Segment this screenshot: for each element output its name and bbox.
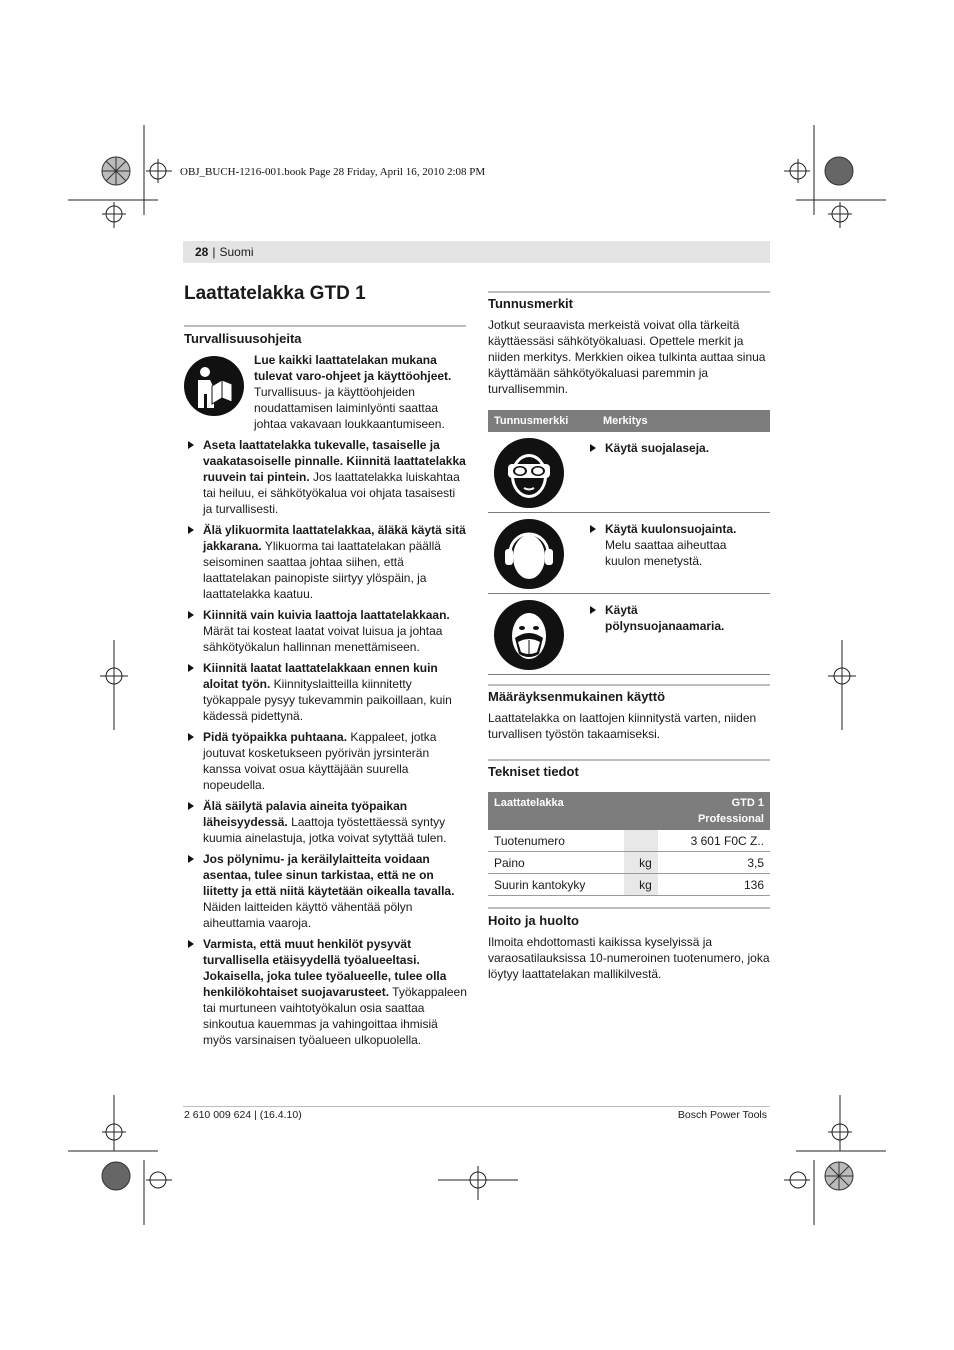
bullet-triangle-icon (188, 802, 194, 810)
bullet-triangle-icon (188, 441, 194, 449)
list-item (184, 729, 467, 793)
spec-value: 136 (658, 874, 770, 896)
col-product: Laattatelakka (488, 792, 658, 830)
read-manual-icon (184, 356, 244, 416)
list-item (184, 851, 467, 931)
meaning-bold: Käytä suojalaseja. (605, 441, 710, 455)
crop-mark-icon (780, 1160, 820, 1225)
item-bold: Aseta laattatelakka tukevalle, tasaiselle ja vaakatasoiselle pinnalle. Kiinnitä laattatelakka ruuvein tai pintein. (203, 438, 466, 484)
item-bold: Älä säilytä palavia aineita työpaikan läheisyydessä. (203, 799, 408, 829)
dust-mask-icon (494, 600, 564, 670)
list-item (184, 798, 467, 846)
spec-unit: kg (624, 874, 658, 896)
col-meaning: Merkitys (603, 415, 648, 427)
symbols-heading: Tunnusmerkit (488, 296, 573, 311)
symbols-intro: Jotkut seuraavista merkeistä voivat olla tärkeitä käyttäessäsi sähkötyökaluasi. Opettele merkit ja niiden merkitys. Merkkien oikea tulkinta auttaa sinua käyttämään sähkötyökaluasi paremmin ja turvallisemmin. (488, 318, 766, 396)
page-header-bar (183, 241, 770, 263)
bullet-triangle-icon (188, 940, 194, 948)
table-row (488, 874, 770, 896)
bullet-triangle-icon (188, 526, 194, 534)
registration-wheel-icon (100, 155, 132, 187)
crop-mark-icon (140, 1160, 180, 1225)
safety-intro-text: Turvallisuus- ja käyttöohjeiden noudattamisen laiminlyönti saattaa johtaa vakavaan loukkaantumiseen. (254, 385, 445, 431)
item-bold: Pidä työpaikka puhtaana. (203, 730, 348, 744)
spec-unit: kg (624, 852, 658, 874)
item-bold: Älä ylikuormita laattatelakkaa, äläkä käytä sitä jakkarana. (203, 523, 466, 553)
bullet-triangle-icon (188, 855, 194, 863)
item-text: Laattoja työstettäessä syntyy kuumia ainelastuja, jotka voivat sytyttää tulen. (203, 815, 447, 845)
safety-intro (254, 352, 466, 432)
item-bold: Varmista, että muut henkilöt pysyvät turvallisella etäisyydellä työalueeltasi. Jokaisella, joka tulee työalueelle, tulee olla henkilökohtaiset suojavarusteet. (203, 937, 447, 999)
item-text: Näiden laitteiden käyttö vähentää pölyn aiheuttamia vaaroja. (203, 900, 413, 930)
table-row (488, 513, 770, 594)
symbol-meaning (605, 440, 755, 456)
symbol-meaning (605, 521, 755, 569)
spec-value: 3,5 (658, 852, 770, 874)
spec-unit (624, 830, 658, 852)
list-item (184, 660, 467, 724)
ear-protection-icon (494, 519, 564, 589)
item-bold: Kiinnitä vain kuivia laattoja laattatelakkaan. (203, 608, 450, 622)
safety-heading: Turvallisuusohjeita (184, 331, 302, 346)
specs-heading: Tekniset tiedot (488, 764, 579, 779)
spec-label: Tuotenumero (488, 830, 624, 852)
spec-label: Paino (488, 852, 624, 874)
symbols-table-header (488, 410, 770, 432)
list-item (184, 607, 467, 655)
safety-glasses-icon (494, 438, 564, 508)
table-row (488, 852, 770, 874)
table-row (488, 830, 770, 852)
crop-mark-icon (826, 640, 866, 730)
item-bold: Kiinnitä laatat laattatelakkaan ennen kuin aloitat työn. (203, 661, 438, 691)
item-text: Työkappaleen tai murtuneen vaihtotyökalun osia saattaa sinkoutua kauemmas ja vahingoittaa ihmisiä myös varsinaisen työalueen ulkopuolella. (203, 985, 467, 1047)
crop-mark-icon (90, 640, 130, 730)
maintenance-heading: Hoito ja huolto (488, 913, 579, 928)
intended-use-heading: Määräyksenmukainen käyttö (488, 689, 666, 704)
crop-mark-icon (796, 1095, 886, 1155)
bullet-triangle-icon (188, 664, 194, 672)
item-text: Jos laattatelakka luiskahtaa tai heiluu, ei sähkötyökalua voi ohjata tasaisesti ja turvallisesti. (203, 470, 460, 516)
specs-table (488, 792, 770, 896)
bullet-triangle-icon (590, 525, 596, 533)
symbol-meaning (605, 602, 755, 634)
footer-divider (183, 1106, 770, 1107)
bullet-triangle-icon (188, 611, 194, 619)
item-text: Ylikuorma tai laattatelakan päällä seisominen saattaa johtaa siihen, että laattatelakan painopiste siirtyy ylöspäin, ja laattatelakka kaatuu. (203, 539, 441, 601)
table-row (488, 432, 770, 513)
item-text: Kiinnityslaitteilla kiinnitetty työkappale pysyy tukevammin paikoillaan, kuin kädessä pidettynä. (203, 677, 452, 723)
crop-mark-icon (68, 196, 158, 236)
specs-table-header (488, 792, 770, 830)
registration-wheel-icon (823, 1160, 855, 1192)
crop-mark-icon (796, 196, 886, 236)
section-divider (184, 325, 466, 327)
page-number: 28 (195, 245, 209, 259)
crop-mark-icon (438, 1160, 518, 1200)
item-text: Kappaleet, jotka joutuvat kosketukseen pyörivän jyrsinterän kanssa voivat osua käyttäjään suurella nopeudella. (203, 730, 437, 792)
table-row (488, 594, 770, 675)
item-bold: Jos pölynimu- ja keräilylaitteita voidaan asentaa, tulee sinun tarkistaa, että ne on liitetty ja että niitä käytetään oikealla tavalla. (203, 852, 455, 898)
list-item (184, 936, 467, 1048)
section-divider (488, 684, 770, 686)
model-name: GTD 1 (731, 797, 764, 809)
intended-use-text: Laattatelakka on laattojen kiinnitystä varten, niiden turvallisen työstön takaamiseksi. (488, 711, 757, 741)
print-header: OBJ_BUCH-1216-001.book Page 28 Friday, April 16, 2010 2:08 PM (180, 166, 486, 178)
registration-wheel-icon (100, 1160, 132, 1192)
model-line: Professional (697, 813, 764, 825)
section-divider (488, 759, 770, 761)
bullet-triangle-icon (590, 606, 596, 614)
col-symbol: Tunnusmerkki (494, 415, 569, 427)
item-text: Märät tai kosteat laatat voivat luisua ja johtaa sähkötyökalun hallinnan menettämiseen. (203, 624, 443, 654)
list-item (184, 522, 467, 602)
footer-left: 2 610 009 624 | (16.4.10) (184, 1109, 302, 1121)
page-title: Laattatelakka GTD 1 (184, 283, 366, 304)
safety-intro-bold: Lue kaikki laattatelakan mukana tulevat varo-ohjeet ja käyttöohjeet. (254, 353, 452, 383)
section-divider (488, 291, 770, 293)
footer-right: Bosch Power Tools (677, 1109, 767, 1121)
crop-mark-icon (68, 1095, 158, 1155)
safety-list (184, 437, 467, 1053)
meaning-bold: Käytä kuulonsuojainta. (605, 522, 737, 536)
list-item (184, 437, 467, 517)
spec-value: 3 601 F0C Z.. (658, 830, 770, 852)
meaning-text: Melu saattaa aiheuttaa kuulon menetystä. (605, 538, 727, 568)
maintenance-text: Ilmoita ehdottomasti kaikissa kyselyissä ja varaosatilauksissa 10-numeroinen tuotenumero, joka löytyy laattatelakan mallikilvestä. (488, 935, 770, 981)
spec-label: Suurin kantokyky (488, 874, 624, 896)
bullet-triangle-icon (590, 444, 596, 452)
col-model (658, 792, 770, 830)
symbols-table (488, 410, 770, 675)
meaning-bold: Käytä pölynsuojanaamaria. (605, 603, 725, 633)
section-divider (488, 907, 770, 909)
page-separator: | (212, 245, 216, 259)
bullet-triangle-icon (188, 733, 194, 741)
page-language: Suomi (219, 245, 254, 259)
registration-wheel-icon (823, 155, 855, 187)
